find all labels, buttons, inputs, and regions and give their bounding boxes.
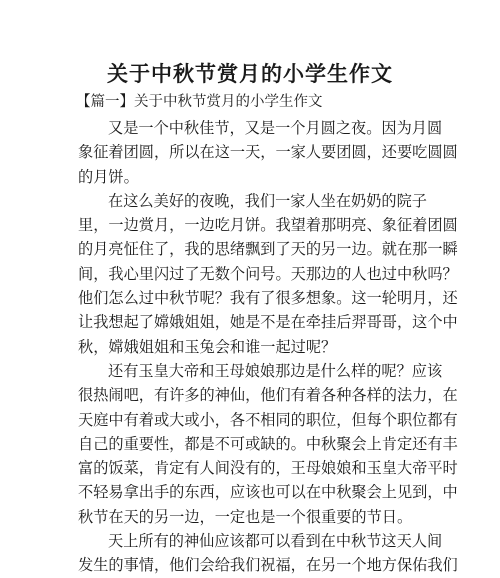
text-line: 天上所有的神仙应该都可以看到在中秋节这天人间 bbox=[108, 532, 443, 551]
text-line: 秋节在天的另一边，一定也是一个很重要的节日。 bbox=[78, 507, 413, 526]
document-title: 关于中秋节赏月的小学生作文 bbox=[107, 62, 393, 86]
text-line: 的月饼。 bbox=[78, 167, 139, 186]
section-heading: 【篇一】关于中秋节赏月的小学生作文 bbox=[76, 94, 323, 110]
text-line: 不轻易拿出手的东西，应该也可以在中秋聚会上见到，中 bbox=[78, 483, 458, 502]
text-line: 象征着团圆，所以在这一天，一家人要团圆，还要吃圆圆 bbox=[78, 143, 458, 162]
essay-body bbox=[78, 116, 458, 578]
text-line: 间，我心里闪过了无数个问号。天那边的人也过中秋吗？ bbox=[78, 264, 458, 283]
text-line: 他们怎么过中秋节呢？我有了很多想象。这一轮明月，还 bbox=[78, 289, 458, 308]
text-line: 的月亮怔住了，我的思绪飘到了天的另一边。就在那一瞬 bbox=[78, 240, 458, 259]
text-line: 让我想起了嫦娥姐姐，她是不是在牵挂后羿哥哥，这个中 bbox=[78, 313, 458, 332]
text-line: 发生的事情，他们会给我们祝福，在另一个地方保佑我们 bbox=[78, 556, 458, 575]
text-line: 自己的重要性，都是不可或缺的。中秋聚会上肯定还有丰 bbox=[78, 434, 458, 453]
text-line: 富的饭菜，肯定有人间没有的，王母娘娘和玉皇大帝平时 bbox=[78, 459, 458, 478]
text-line: 很热闹吧，有许多的神仙，他们有着各种各样的法力，在 bbox=[78, 386, 458, 405]
text-line: 还有玉皇大帝和王母娘娘那边是什么样的呢？应该 bbox=[108, 361, 443, 380]
text-line: 又是一个中秋佳节，又是一个月圆之夜。因为月圆 bbox=[108, 119, 443, 137]
text-line: 秋，嫦娥姐姐和玉兔会和谁一起过呢？ bbox=[78, 337, 337, 356]
text-line: 天庭中有着或大或小，各不相同的职位，但每个职位都有 bbox=[78, 410, 458, 429]
text-line: 里，一边赏月，一边吃月饼。我望着那明亮、象征着团圆 bbox=[78, 216, 458, 235]
text-line: 在这么美好的夜晚，我们一家人坐在奶奶的院子 bbox=[108, 191, 427, 210]
